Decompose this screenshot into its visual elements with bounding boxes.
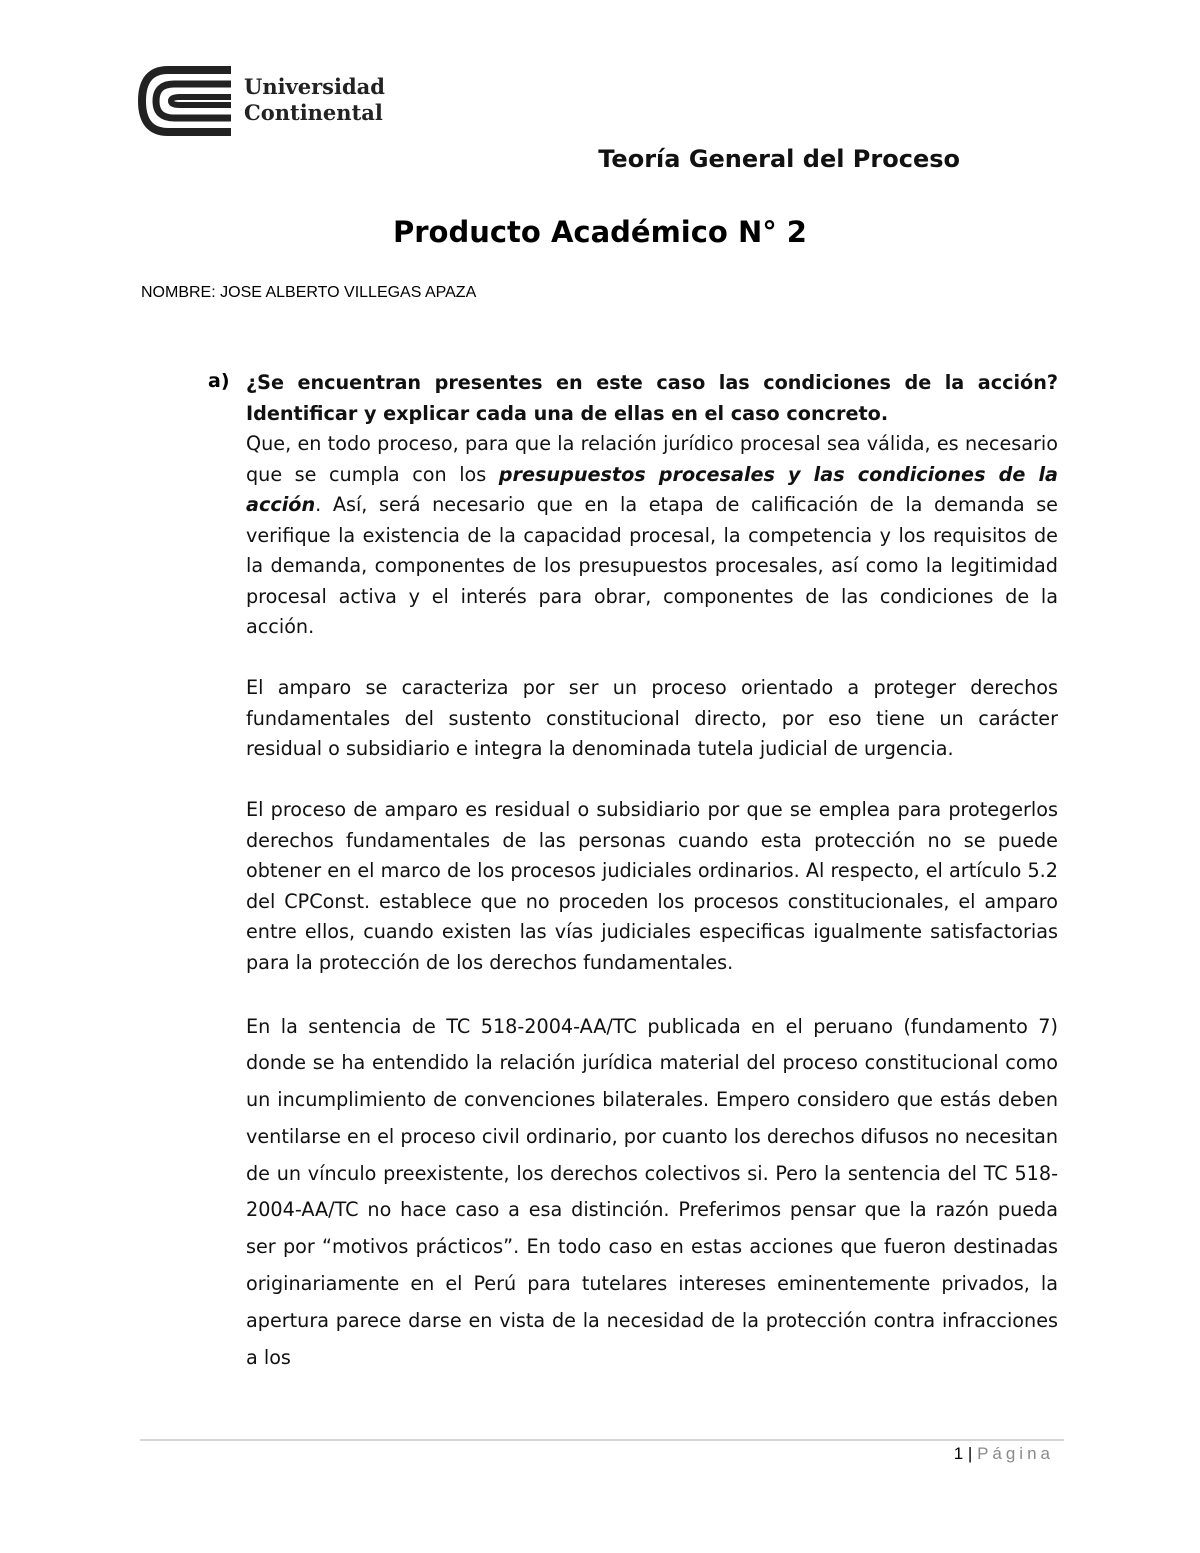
paragraph-4: En la sentencia de TC 518-2004-AA/TC publicada en el peruano (fundamento 7) donde se ha entendido la relación jurídica material del proceso constitucional como un incumplimiento de convenciones bilaterales. Empero considero que estás deben ventilarse en el proceso civil ordinario, por cuanto los derechos difusos no necesitan de un vínculo preexistente, los derechos colectivos si. Pero la sentencia del TC 518-2004-AA/TC no hace caso a esa distinción. Preferimos pensar que la razón pueda ser por “motivos prácticos”. En todo caso en estas acciones que fueron destinadas originariamente en el Perú para tutelares intereses eminentemente privados, la apertura parece darse en vista de la necesidad de la protección contra infracciones a los bbox=[246, 1014, 1059, 1369]
logo-line-1: Universidad bbox=[244, 74, 385, 99]
page-footer bbox=[954, 1444, 1054, 1464]
paragraph-2: El amparo se caracteriza por ser un proceso orientado a proteger derechos fundamentales del sustento constitucional directo, por eso tiene un carácter residual o subsidiario e integra la denominada tutela judicial de urgencia. bbox=[246, 676, 1058, 760]
paragraph-1-emphasis: presupuestos procesales y las condiciones de la acción bbox=[246, 462, 1058, 516]
footer-divider bbox=[140, 1439, 1064, 1441]
question-marker: a) bbox=[208, 370, 230, 392]
paragraph-1-text-b: . Así, será necesario que en la etapa de calificación de la demanda se verifique la existencia de la capacidad procesal, la competencia y los requisitos de la demanda, componentes de los presupuestos procesales, así como la legitimidad procesal activa y el interés para obrar, componentes de las condiciones de la acción. bbox=[246, 493, 1058, 638]
student-name: NOMBRE: JOSE ALBERTO VILLEGAS APAZA bbox=[141, 284, 477, 301]
document-title: Producto Académico N° 2 bbox=[392, 215, 807, 249]
university-logo bbox=[138, 66, 383, 136]
question-content bbox=[246, 368, 1058, 1376]
paragraph-1 bbox=[246, 429, 1058, 643]
continental-c-logo-icon bbox=[138, 66, 238, 136]
paragraph-3: El proceso de amparo es residual o subsidiario por que se emplea para protegerlos derechos fundamentales de las personas cuando esta protección no se puede obtener en el marco de los procesos judiciales ordinarios. Al respecto, el artículo 5.2 del CPConst. establece que no proceden los procesos constitucionales, el amparo entre ellos, cuando existen las vías judiciales especificas igualmente satisfactorias para la protección de los derechos fundamentales. bbox=[246, 798, 1058, 974]
paragraph-1-text-a: Que, en todo proceso, para que la relación jurídico procesal sea válida, es necesario que se cumpla con los bbox=[246, 432, 1058, 486]
logo-line-2: Continental bbox=[244, 100, 383, 125]
page-number: 1 bbox=[953, 1444, 964, 1463]
logo-wordmark bbox=[244, 74, 385, 126]
page-label: Página bbox=[977, 1444, 1054, 1463]
page-separator: | bbox=[967, 1444, 973, 1463]
course-title: Teoría General del Proceso bbox=[598, 145, 960, 173]
question-title: ¿Se encuentran presentes en este caso las condiciones de la acción? Identificar y explicar cada una de ellas en el caso concreto. bbox=[246, 371, 1058, 425]
